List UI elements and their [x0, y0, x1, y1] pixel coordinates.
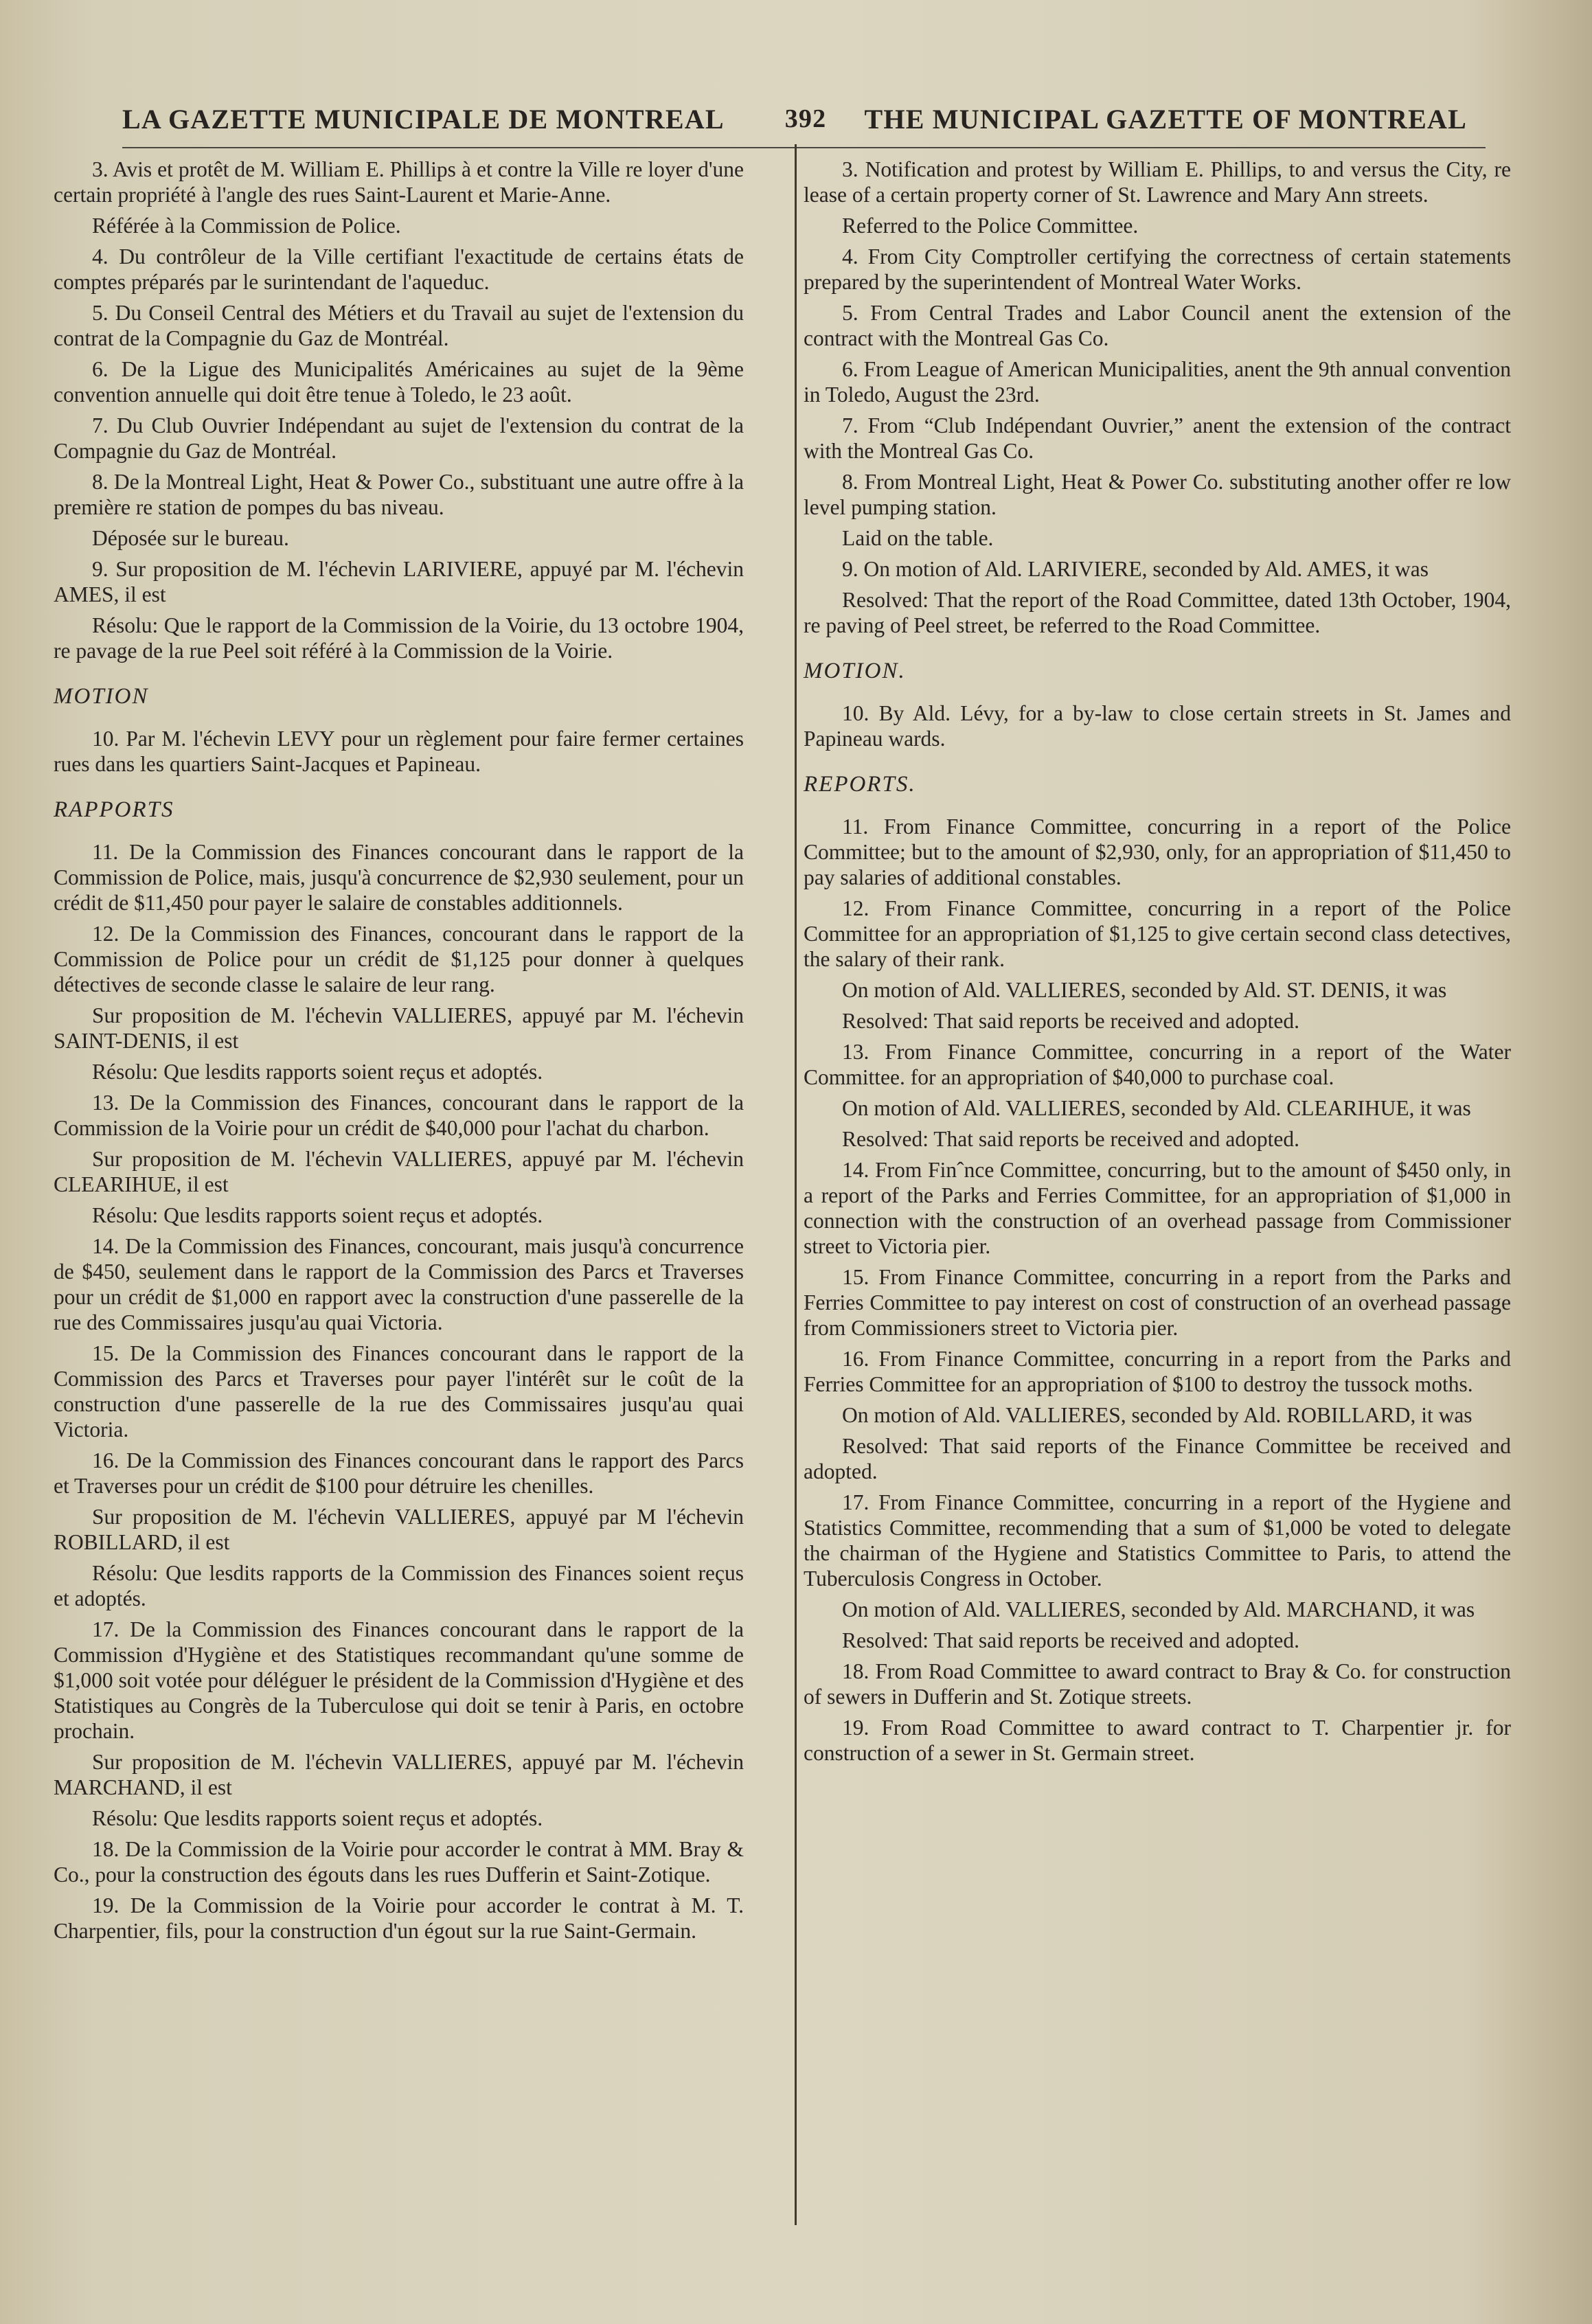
english-paragraph: 5. From Central Trades and Labor Council anent the extension of the contract with the Montreal Gas Co.	[804, 301, 1511, 350]
french-paragraph: 11. De la Commission des Finances concourant dans le rapport de la Commission de Police, mais, jusqu'à concurrence de $2,930 seulement, pour un crédit de $11,450 pour payer le salaire de constables additionnels.	[54, 840, 744, 915]
english-paragraph: 7. From “Club Indépendant Ouvrier,” anent the extension of the contract with the Montreal Gas Co.	[804, 413, 1511, 463]
french-section-heading: RAPPORTS	[54, 797, 174, 822]
english-paragraph: Resolved: That said reports be received and adopted.	[842, 1127, 1299, 1151]
french-paragraph: 7. Du Club Ouvrier Indépendant au sujet de l'extension du contrat de la Compagnie du Gaz de Montréal.	[54, 413, 744, 463]
french-paragraph: 15. De la Commission des Finances concourant dans le rapport de la Commission des Parcs et Traverses pour payer l'intérêt sur le coût de la construction d'une passerelle de la rue des Commissaires jusqu'au quai Victoria.	[54, 1341, 744, 1442]
french-paragraph: 6. De la Ligue des Municipalités Américaines au sujet de la 9ème convention annuelle qui doit être tenue à Toledo, le 23 août.	[54, 357, 744, 407]
english-paragraph: On motion of Ald. VALLIERES, seconded by Ald. ST. DENIS, it was	[842, 978, 1447, 1002]
french-paragraph: Sur proposition de M. l'échevin VALLIERES, appuyé par M. l'échevin MARCHAND, il est	[54, 1750, 744, 1799]
header-french-title: LA GAZETTE MUNICIPALE DE MONTREAL	[122, 103, 725, 135]
french-paragraph: 5. Du Conseil Central des Métiers et du Travail au sujet de l'extension du contrat de la Compagnie du Gaz de Montréal.	[54, 301, 744, 350]
english-paragraph: Resolved: That said reports be received and adopted.	[842, 1009, 1299, 1033]
french-paragraph: Résolu: Que lesdits rapports soient reçus et adoptés.	[92, 1203, 543, 1227]
english-paragraph: Resolved: That the report of the Road Committee, dated 13th October, 1904, re paving of Peel street, be referred to the Road Committee.	[804, 588, 1511, 637]
english-paragraph: On motion of Ald. VALLIERES, seconded by Ald. MARCHAND, it was	[842, 1597, 1475, 1621]
french-paragraph: Déposée sur le bureau.	[92, 526, 289, 550]
english-paragraph: Resolved: That said reports be received and adopted.	[842, 1628, 1299, 1652]
french-paragraph: 10. Par M. l'échevin LEVY pour un règlement pour faire fermer certaines rues dans les quartiers Saint-Jacques et Papineau.	[54, 727, 744, 776]
french-paragraph: 9. Sur proposition de M. l'échevin LARIVIERE, appuyé par M. l'échevin AMES, il est	[54, 557, 744, 606]
english-paragraph: Referred to the Police Committee.	[842, 214, 1139, 238]
english-paragraph: Laid on the table.	[842, 526, 994, 550]
english-paragraph: On motion of Ald. VALLIERES, seconded by Ald. CLEARIHUE, it was	[842, 1096, 1471, 1120]
english-section-heading: MOTION.	[804, 659, 906, 683]
french-paragraph: 8. De la Montreal Light, Heat & Power Co., substituant une autre offre à la première re station de pompes du bas niveau.	[54, 470, 744, 519]
english-paragraph: 18. From Road Committee to award contract to Bray & Co. for construction of sewers in Dufferin and St. Zotique streets.	[804, 1659, 1511, 1709]
english-paragraph: 10. By Ald. Lévy, for a by-law to close certain streets in St. James and Papineau wards.	[804, 701, 1511, 751]
french-paragraph: Sur proposition de M. l'échevin VALLIERES, appuyé par M. l'échevin SAINT-DENIS, il est	[54, 1003, 744, 1053]
english-section-heading: REPORTS.	[804, 772, 916, 797]
english-paragraph: 11. From Finance Committee, concurring in a report of the Police Committee; but to the amount of $2,930, only, for an appropriation of $11,450 to pay salaries of additional constables.	[804, 814, 1511, 889]
english-paragraph: 4. From City Comptroller certifying the correctness of certain statements prepared by the superintendent of Montreal Water Works.	[804, 244, 1511, 294]
english-paragraph: 16. From Finance Committee, concurring in a report from the Parks and Ferries Committee for an appropriation of $100 to destroy the tussock moths.	[804, 1347, 1511, 1396]
english-paragraph: 13. From Finance Committee, concurring in a report of the Water Committee. for an appropriation of $40,000 to purchase coal.	[804, 1040, 1511, 1089]
english-paragraph: On motion of Ald. VALLIERES, seconded by Ald. ROBILLARD, it was	[842, 1403, 1472, 1427]
french-paragraph: 3. Avis et protêt de M. William E. Phillips à et contre la Ville re loyer d'une certain propriété à l'angle des rues Saint-Laurent et Marie-Anne.	[54, 157, 744, 207]
french-paragraph: Sur proposition de M. l'échevin VALLIERES, appuyé par M. l'échevin CLEARIHUE, il est	[54, 1147, 744, 1196]
french-paragraph: Sur proposition de M. l'échevin VALLIERES, appuyé par M l'échevin ROBILLARD, il est	[54, 1505, 744, 1554]
french-paragraph: 19. De la Commission de la Voirie pour accorder le contrat à M. T. Charpentier, fils, pour la construction d'un égout sur la rue Saint-Germain.	[54, 1893, 744, 1943]
french-paragraph: 14. De la Commission des Finances, concourant, mais jusqu'à concurrence de $450, seulement dans le rapport de la Commission des Parcs et Traverses pour un crédit de $1,000 en rapport avec la construction d'une passerelle de la rue des Commissaires jusqu'au quai Victoria.	[54, 1234, 744, 1334]
english-column	[795, 157, 1511, 1771]
english-paragraph: 12. From Finance Committee, concurring in a report of the Police Committee for an appropriation of $1,125 to give certain second class detectives, the salary of their rank.	[804, 896, 1511, 971]
english-paragraph: 8. From Montreal Light, Heat & Power Co. substituting another offer re low level pumping station.	[804, 470, 1511, 519]
page-number: 392	[784, 104, 827, 133]
header-rule	[122, 147, 1486, 148]
header-english-title: THE MUNICIPAL GAZETTE OF MONTREAL	[864, 103, 1467, 135]
english-paragraph: 3. Notification and protest by William E. Phillips, to and versus the City, re lease of a certain property corner of St. Lawrence and Mary Ann streets.	[804, 157, 1511, 207]
english-paragraph: 6. From League of American Municipalities, anent the 9th annual convention in Toledo, August the 23rd.	[804, 357, 1511, 407]
french-paragraph: Résolu: Que lesdits rapports de la Commission des Finances soient reçus et adoptés.	[54, 1561, 744, 1610]
french-paragraph: Référée à la Commission de Police.	[92, 214, 401, 238]
french-paragraph: 16. De la Commission des Finances concourant dans le rapport des Parcs et Traverses pour un crédit de $100 pour détruire les chenilles.	[54, 1448, 744, 1498]
french-paragraph: 18. De la Commission de la Voirie pour accorder le contrat à MM. Bray & Co., pour la construction des égouts dans les rues Dufferin et Saint-Zotique.	[54, 1837, 744, 1887]
english-paragraph: 9. On motion of Ald. LARIVIERE, seconded by Ald. AMES, it was	[842, 557, 1429, 581]
french-column	[54, 157, 744, 1949]
french-paragraph: 17. De la Commission des Finances concourant dans le rapport de la Commission d'Hygiène et des Statistiques recommandant qu'une somme de $1,000 soit votée pour déléguer le président de la Commission d'Hygiène et des Statistiques au Congrès de la Tuberculose qui doit se tenir à Paris, en octobre prochain.	[54, 1617, 744, 1743]
french-paragraph: Résolu: Que lesdits rapports soient reçus et adoptés.	[92, 1060, 543, 1084]
page-header	[122, 88, 1467, 150]
french-paragraph: Résolu: Que le rapport de la Commission de la Voirie, du 13 octobre 1904, re pavage de la rue Peel soit référé à la Commission de la Voirie.	[54, 613, 744, 663]
english-paragraph: Resolved: That said reports of the Finance Committee be received and adopted.	[804, 1434, 1511, 1483]
english-paragraph: 17. From Finance Committee, concurring in a report of the Hygiene and Statistics Committee, recommending that a sum of $1,000 be voted to delegate the chairman of the Hygiene and Statistics Committee to Paris, to attend the Tuberculosis Congress in October.	[804, 1490, 1511, 1591]
french-paragraph: 12. De la Commission des Finances, concourant dans le rapport de la Commission de Police pour un crédit de $1,125 pour donner à quelques détectives de seconde classe le salaire de leur rang.	[54, 922, 744, 996]
french-paragraph: 4. Du contrôleur de la Ville certifiant l'exactitude de certains états de comptes préparés par le surintendant de l'aqueduc.	[54, 244, 744, 294]
french-paragraph: Résolu: Que lesdits rapports soient reçus et adoptés.	[92, 1806, 543, 1830]
french-section-heading: MOTION	[54, 684, 149, 709]
english-paragraph: 19. From Road Committee to award contract to T. Charpentier jr. for construction of a sewer in St. Germain street.	[804, 1716, 1511, 1765]
english-paragraph: 15. From Finance Committee, concurring in a report from the Parks and Ferries Committee to pay interest on cost of construction of an overhead passage from Commissioners street to Victoria pier.	[804, 1265, 1511, 1340]
english-paragraph: 14. From Finˆnce Committee, concurring, but to the amount of $450 only, in a report of the Parks and Ferries Committee, for an appropriation of $1,000 in connection with the construction of an overhead passage from Commissioner street to Victoria pier.	[804, 1158, 1511, 1258]
french-paragraph: 13. De la Commission des Finances, concourant dans le rapport de la Commission de la Voirie pour un crédit de $40,000 pour l'achat du charbon.	[54, 1091, 744, 1140]
